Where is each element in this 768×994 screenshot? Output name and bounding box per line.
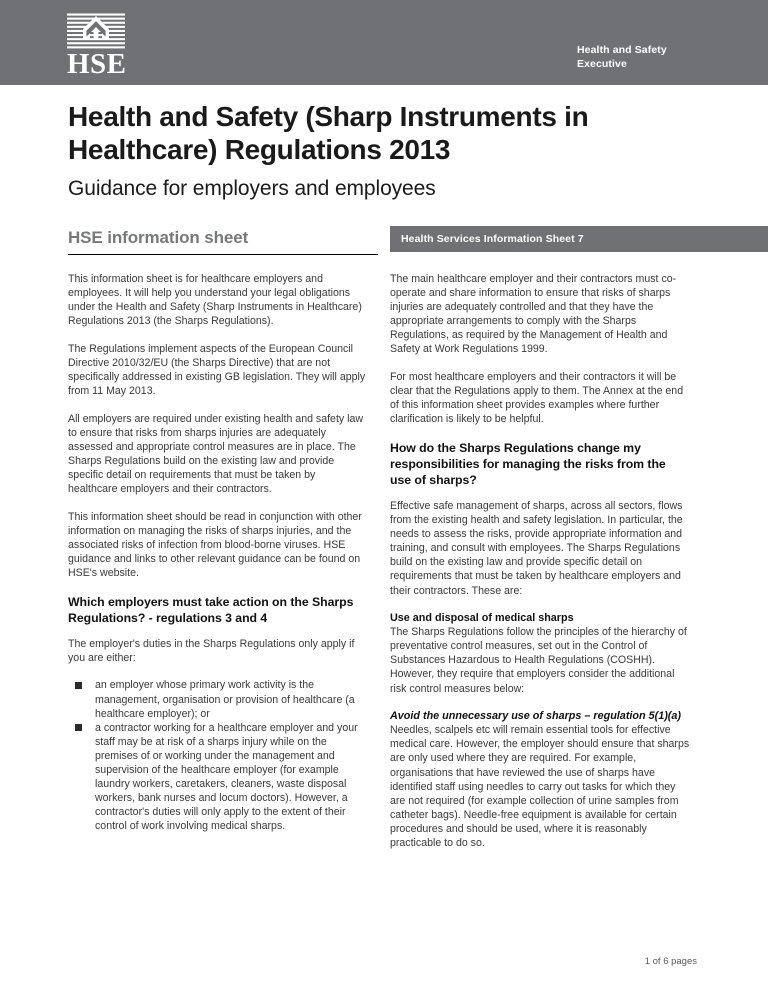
organisation-name: Health and Safety Executive bbox=[577, 44, 667, 70]
list-item-text: an employer whose primary work activity is the management, organisation or provision of healthcare (a healthcare employer); or bbox=[95, 679, 355, 720]
section-header-row bbox=[0, 228, 768, 258]
hse-arrow-logo-icon bbox=[67, 13, 125, 49]
title-block bbox=[68, 100, 708, 202]
document-title: Health and Safety (Sharp Instruments in Healthcare) Regulations 2013 bbox=[68, 101, 589, 165]
square-bullet-icon bbox=[75, 682, 82, 689]
list-item-text: a contractor working for a healthcare employer and your staff may be at risk of a sharps injury while on the premises of or working under the management and supervision of the healthcare employer (for example laundry workers, caretakers, cleaners, waste disposal workers, bank nurses and locum doctors). However, a contractor's duties will only apply to the extent of their control of work involving medical sharps. bbox=[95, 721, 358, 833]
list-item bbox=[68, 678, 366, 720]
right-column bbox=[390, 272, 690, 850]
health-services-sheet-banner: Health Services Information Sheet 7 bbox=[390, 226, 768, 252]
list-item bbox=[68, 721, 366, 834]
right-paragraph-3: Effective safe management of sharps, across all sectors, flows from the existing health and safety legislation. In particular, the needs to assess the risks, provide appropriate information and training, and consult with employees. The Sharps Regulations build on the existing law and provide specific detail on requirements that must be taken by healthcare employers and their contractors. These are: bbox=[390, 499, 683, 597]
hse-logo-wordmark: HSE bbox=[67, 48, 127, 80]
right-paragraph-1: The main healthcare employer and their contractors must co-operate and share information to ensure that risks of sharps injuries are adequately controlled and that they have the appropriate arrangements to comply with the Sharps Regulations, as required by the Management of Health and Safety at Work Regulations 1999. bbox=[390, 273, 677, 356]
document-subtitle: Guidance for employers and employees bbox=[68, 177, 436, 200]
page-header bbox=[0, 0, 768, 85]
employer-criteria-list bbox=[68, 678, 366, 833]
left-paragraph-5: The employer's duties in the Sharps Regulations only apply if you are either: bbox=[68, 637, 355, 664]
hse-logo bbox=[67, 13, 127, 80]
right-paragraph-2: For most healthcare employers and their contractors it will be clear that the Regulations apply to them. The Annex at the end of this information sheet provides examples where further clarification is likely to be helpful. bbox=[390, 371, 684, 426]
avoid-unnecessary-use-subheading: Avoid the unnecessary use of sharps – regulation 5(1)(a) bbox=[390, 710, 681, 723]
page-indicator: 1 of 6 pages bbox=[644, 956, 697, 967]
left-paragraph-2: The Regulations implement aspects of the European Council Directive 2010/32/EU (the Sharps Directive) that are not specifically addressed in existing GB legislation. They will apply from 11 May 2013. bbox=[68, 342, 366, 398]
left-paragraph-4: This information sheet should be read in conjunction with other information on managing the risks of sharps injuries, and the associated risks of infection from blood-borne viruses. HSE guidance and links to other relevant guidance can be found on HSE's website. bbox=[68, 510, 362, 580]
square-bullet-icon bbox=[75, 724, 82, 731]
left-paragraph-3: All employers are required under existing health and safety law to ensure that risks from sharps injuries are adequately assessed and appropriate control measures are in place. The Sharps Regulations build on the existing law and provide specific detail on requirements that must be taken by healthcare employers and their contractors. bbox=[68, 412, 364, 496]
left-section-heading: Which employers must take action on the Sharps Regulations? - regulations 3 and 4 bbox=[68, 594, 354, 625]
right-section-heading: How do the Sharps Regulations change my responsibilities for managing the risks from the use of sharps? bbox=[390, 440, 666, 487]
use-and-disposal-subheading: Use and disposal of medical sharps bbox=[390, 612, 574, 625]
right-paragraph-5: Needles, scalpels etc will remain essential tools for effective medical care. However, the employer should ensure that sharps are only used where they are required. For example, organisations that have reviewed the use of sharps have identified staff using needles to carry out tasks for which they are not required (for example collection of urine samples from catheter bags). Needle-free equipment is available for certain procedures and should be used, where it is reasonably practicable to do so. bbox=[390, 724, 690, 849]
right-paragraph-4: The Sharps Regulations follow the principles of the hierarchy of preventative control measures, set out in the Control of Substances Hazardous to Health Regulations (COSHH). However, they require that employers consider the additional risk control measures below: bbox=[390, 626, 687, 695]
hse-information-sheet-label: HSE information sheet bbox=[68, 228, 378, 255]
left-column bbox=[68, 272, 366, 834]
left-paragraph-1: This information sheet is for healthcare employers and employees. It will help you understand your legal obligations under the Health and Safety (Sharp Instruments in Healthcare) Regulations 2013 (the Sharps Regulations). bbox=[68, 273, 362, 328]
